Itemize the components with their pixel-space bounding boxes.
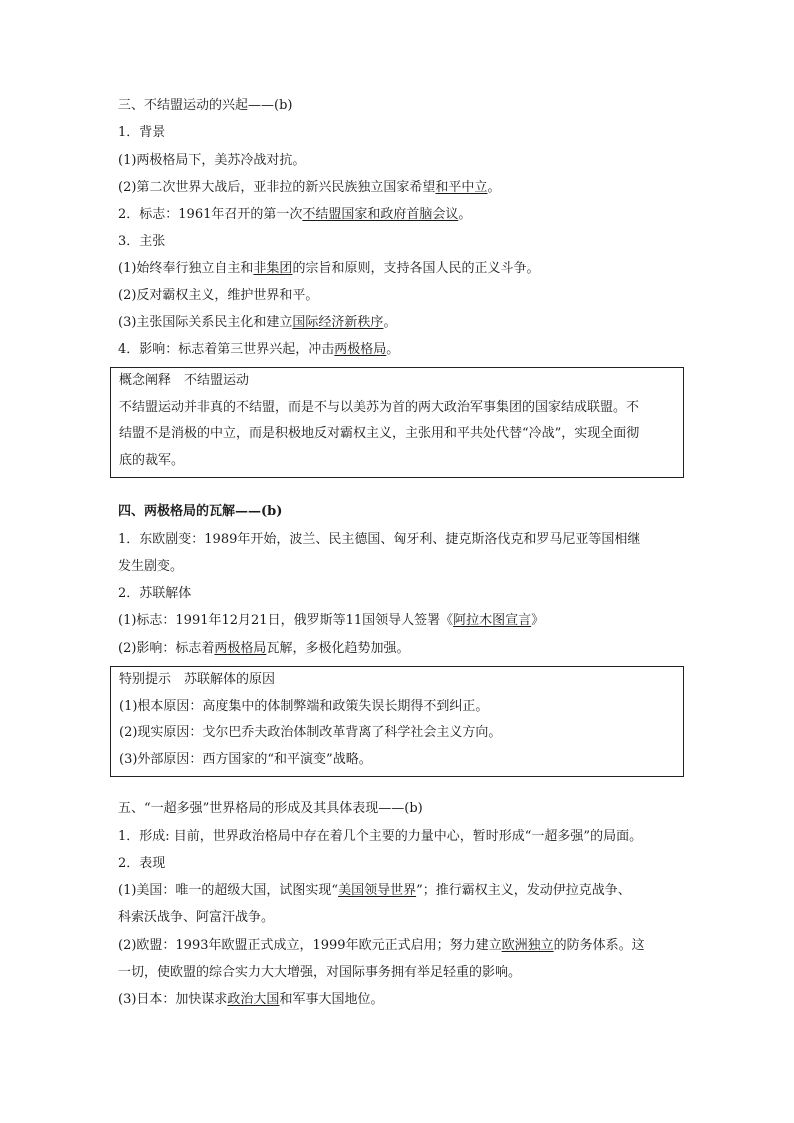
ussr-item-2: (2)影响：标志着两极格局瓦解，多极化趋势加强。 bbox=[118, 641, 410, 656]
box-line: 结盟不是消极的中立，而是积极地反对霸权主义，主张用和平共处代替“冷战”，实现全面彻 bbox=[119, 426, 640, 441]
claims-item-1: (1)始终奉行独立自主和非集团的宗旨和原则，支持各国人民的正义斗争。 bbox=[118, 261, 540, 276]
keyword-underline: 和平中立 bbox=[435, 180, 488, 195]
keyword-underline: 不结盟国家和政府首脑会议 bbox=[302, 207, 459, 222]
keyword-underline: 政治大国 bbox=[227, 992, 280, 1007]
box-line: (2)现实原因：戈尔巴乔夫政治体制改革背离了科学社会主义方向。 bbox=[119, 725, 502, 740]
keyword-underline: 国际经济新秩序 bbox=[292, 315, 384, 330]
special-tip-box bbox=[110, 666, 684, 777]
claims-item-2: (2)反对霸权主义，维护世界和平。 bbox=[118, 288, 319, 303]
ussr-heading: 2．苏联解体 bbox=[118, 586, 192, 601]
formation-line: 1．形成: 目前，世界政治格局中存在着几个主要的力量中心，暂时形成“一超多强”的局面。 bbox=[118, 829, 643, 844]
section-3-title: 三、不结盟运动的兴起——(b) bbox=[118, 98, 293, 113]
background-item-2: (2)第二次世界大战后，亚非拉的新兴民族独立国家希望和平中立。 bbox=[118, 180, 501, 195]
ussr-item-1: (1)标志：1991年12月21日，俄罗斯等11国领导人签署《阿拉木图宣言》 bbox=[118, 613, 545, 628]
performance-heading: 2．表现 bbox=[118, 856, 166, 871]
japan-line: (3)日本：加快谋求政治大国和军事大国地位。 bbox=[118, 992, 384, 1007]
background-heading: 1．背景 bbox=[118, 125, 166, 140]
keyword-underline: 两极格局 bbox=[334, 342, 387, 357]
box-title: 特别提示 苏联解体的原因 bbox=[119, 672, 276, 687]
keyword-underline: 两极格局 bbox=[214, 641, 267, 656]
keyword-underline: 阿拉木图宣言 bbox=[453, 613, 532, 628]
impact-line: 4．影响：标志着第三世界兴起，冲击两极格局。 bbox=[118, 342, 400, 357]
box-line: (1)根本原因：高度集中的体制弊端和政策失误长期得不到纠正。 bbox=[119, 699, 489, 714]
concept-explanation-box bbox=[110, 367, 684, 478]
keyword-underline: 欧洲独立 bbox=[501, 938, 554, 953]
keyword-underline: 非集团 bbox=[253, 261, 293, 276]
usa-line-2: 科索沃战争、阿富汗战争。 bbox=[118, 910, 275, 925]
mark-line: 2．标志：1961年召开的第一次不结盟国家和政府首脑会议。 bbox=[118, 207, 472, 222]
claims-item-3: (3)主张国际关系民主化和建立国际经济新秩序。 bbox=[118, 315, 397, 330]
usa-line: (1)美国：唯一的超级大国，试图实现“美国领导世界”；推行霸权主义，发动伊拉克战争、 bbox=[118, 883, 631, 898]
eastern-europe-line-2: 发生剧变。 bbox=[118, 559, 184, 574]
eastern-europe-line: 1．东欧剧变：1989年开始，波兰、民主德国、匈牙利、捷克斯洛伐克和罗马尼亚等国相继 bbox=[118, 532, 641, 547]
section-5-title: 五、“一超多强”世界格局的形成及其具体表现——(b) bbox=[118, 801, 423, 816]
box-line: (3)外部原因：西方国家的“和平演变”战略。 bbox=[119, 752, 372, 767]
eu-line: (2)欧盟：1993年欧盟正式成立，1999年欧元正式启用；努力建立欧洲独立的防务体系。这 bbox=[118, 938, 645, 953]
box-line: 不结盟运动并非真的不结盟，而是不与以美苏为首的两大政治军事集团的国家结成联盟。不 bbox=[119, 400, 640, 415]
background-item-1: (1)两极格局下，美苏冷战对抗。 bbox=[118, 153, 306, 168]
eu-line-2: 一切，使欧盟的综合实力大大增强，对国际事务拥有举足轻重的影响。 bbox=[118, 965, 522, 980]
box-title: 概念阐释 不结盟运动 bbox=[119, 373, 250, 388]
keyword-underline: 美国领导世界 bbox=[338, 883, 417, 898]
claims-heading: 3．主张 bbox=[118, 234, 166, 249]
box-line: 底的裁军。 bbox=[119, 453, 185, 468]
section-4-title: 四、两极格局的瓦解——(b) bbox=[118, 504, 283, 519]
